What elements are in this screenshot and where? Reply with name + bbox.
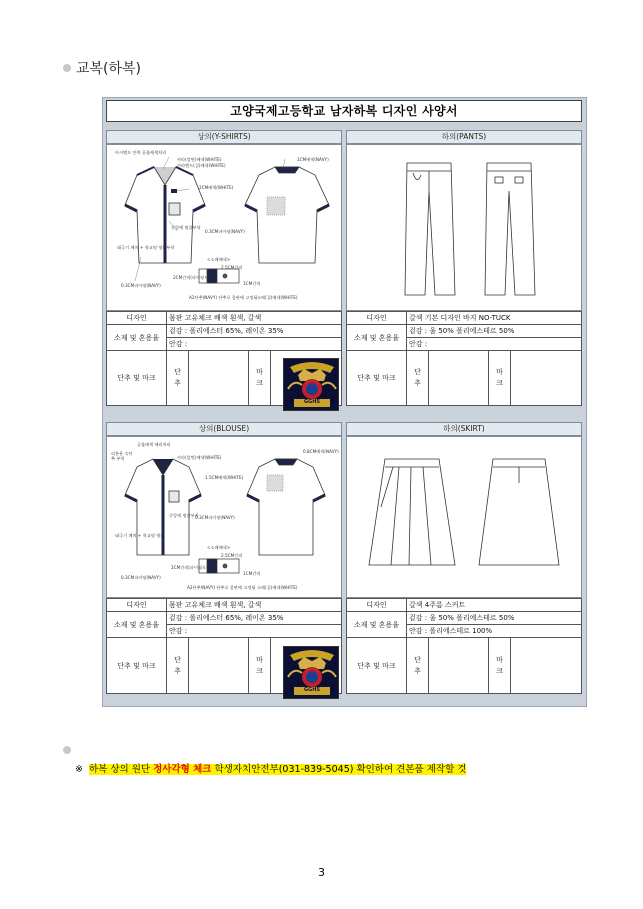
dan-char: 단 — [414, 368, 421, 376]
pants-illustration — [346, 144, 582, 311]
shirt-callout: A2단추(NAVY) 단추로 몸판에 고정됨 — [189, 295, 258, 300]
outer-fabric: 겉감 : 폴리에스터 65%, 레이온 35% — [167, 325, 342, 338]
blouse-callout: 공울배색 헤리처리 — [137, 442, 171, 447]
notice-emphasis: 정사각형 체크 — [153, 764, 212, 775]
design-label: 디자인 — [347, 599, 407, 612]
shirt-callout: 1CM배색(NAVY) — [297, 157, 329, 162]
reference-mark: ※ — [75, 764, 83, 775]
button-cell — [189, 638, 249, 694]
blouse-callout: 카라(앞면)배색(WHITE) — [177, 455, 222, 460]
mark-cell — [511, 351, 582, 406]
outer-fabric: 겉감 : 울 50% 폴리에스테르 50% — [407, 325, 582, 338]
design-value: 몸판 고유체크 배색 흰색, 갈색 — [167, 312, 342, 325]
emblem-text: GGHS — [304, 687, 320, 693]
pants-spec-table — [346, 311, 582, 406]
design-value: 몸판 고유체크 배색 흰색, 갈색 — [167, 599, 342, 612]
shirt-callout: 카라밴드(겉)배색(WHITE) — [177, 163, 226, 168]
shirt-callout: 아시밴드 안쪽 골울배색처리 — [115, 150, 167, 155]
shirt-callout: 2CM간격(파이핑제외) — [173, 275, 214, 280]
material-label: 소재 및 혼용율 — [107, 325, 167, 351]
button-cell — [429, 638, 489, 694]
dan-char: 단 — [174, 655, 181, 664]
blouse-callout: 태극기 패치 + 학교명 영문 — [115, 533, 165, 538]
button-cell — [189, 351, 249, 406]
notice-bullet — [63, 746, 71, 754]
blouse-callout: 1CM간격 — [243, 571, 261, 576]
shirt-callout: 카라(앞면)배색(WHITE) — [177, 157, 222, 162]
blouse-callout: 소매(겉)배색(WHITE) — [257, 585, 298, 590]
shirt-illustration — [106, 144, 342, 311]
chu-char: 추 — [174, 666, 181, 675]
shirt-header: 상의(Y-SHIRTS) — [106, 130, 342, 144]
shirt-callout: 소매(겉)배색(WHITE) — [257, 295, 298, 300]
blouse-callout: 0.8CM배색(NAVY) — [303, 449, 339, 454]
chu-char: 추 — [414, 666, 421, 675]
design-value: 갈색 4주름 스커트 — [407, 599, 582, 612]
notice-line — [75, 761, 466, 775]
ma-char: 마 — [256, 655, 263, 664]
skirt-illustration — [346, 436, 582, 598]
shirt-callout: 0.3CM파이핑(NAVY) — [205, 229, 245, 234]
emblem-text: GGHS — [304, 399, 320, 405]
keu-char: 크 — [256, 666, 263, 675]
chu-char: 추 — [174, 379, 181, 387]
mark-heading — [489, 351, 511, 406]
blouse-callout: 0.3CM파이핑(NAVY) — [195, 515, 235, 520]
lining-fabric: 안감 : — [167, 625, 342, 638]
dan-char: 단 — [174, 368, 181, 376]
mark-cell — [511, 638, 582, 694]
blouse-callout: 0.3CM파이핑(NAVY) — [121, 575, 161, 580]
mark-heading — [249, 351, 271, 406]
blouse-callout: 2CM간격(파이핑포함) — [171, 565, 212, 570]
outer-fabric: 겉감 : 폴리에스터 65%, 레이온 35% — [167, 612, 342, 625]
shirt-callout: 0.3CM파이핑(NAVY) — [121, 283, 161, 288]
buttons-mark-label: 단추 및 마크 — [107, 351, 167, 406]
ma-char: 마 — [496, 655, 503, 664]
notice-text-2: 학생자치안전부(031-839-5045) 확인하여 견본품 제작할 것 — [211, 764, 467, 775]
button-cell — [429, 351, 489, 406]
blouse-header: 상의(BLOUSE) — [106, 422, 342, 436]
pants-header: 하의(PANTS) — [346, 130, 582, 144]
lining-fabric: 안감 : — [167, 338, 342, 351]
design-label: 디자인 — [347, 312, 407, 325]
material-label: 소재 및 혼용율 — [347, 612, 407, 638]
dan-char: 단 — [414, 655, 421, 664]
ma-char: 마 — [256, 368, 263, 376]
buttons-mark-label: 단추 및 마크 — [347, 638, 407, 694]
blouse-callout: 리본용 속단추 부착 — [111, 451, 133, 461]
button-heading — [407, 351, 429, 406]
button-heading — [407, 638, 429, 694]
shirt-callout: 1CM간격 — [243, 281, 261, 286]
keu-char: 크 — [496, 666, 503, 675]
shirt-callout: 태극기 패치 + 학교명 영문부착 — [117, 245, 175, 250]
spec-title: 고양국제고등학교 남자하복 디자인 사양서 — [106, 100, 582, 122]
keu-char: 크 — [496, 379, 503, 387]
keu-char: 크 — [256, 379, 263, 387]
blouse-callout: <소매배색> — [207, 545, 231, 550]
blouse-callout: 2.5CM간격 — [221, 553, 243, 558]
material-label: 소재 및 혼용율 — [107, 612, 167, 638]
mark-heading — [249, 638, 271, 694]
skirt-spec-table — [346, 598, 582, 694]
material-label: 소재 및 혼용율 — [347, 325, 407, 351]
shirt-callout: 중앙에 명찰부착 — [171, 225, 201, 230]
button-heading — [167, 638, 189, 694]
design-label: 디자인 — [107, 312, 167, 325]
blouse-callout: 1.5CM배색(WHITE) — [205, 475, 244, 480]
buttons-mark-label: 단추 및 마크 — [107, 638, 167, 694]
buttons-mark-label: 단추 및 마크 — [347, 351, 407, 406]
blouse-callout: A2단추(NAVY) 단추로 몸판에 고정됨 — [187, 585, 256, 590]
mark-heading — [489, 638, 511, 694]
section-title: 교복(하복) — [76, 61, 142, 77]
shirt-callout: <소매배색> — [207, 257, 231, 262]
blouse-callout: 중앙에 명찰부착 — [169, 513, 199, 518]
shirt-callout: 2CM배색(WHITE) — [199, 185, 234, 190]
section-bullet — [63, 64, 71, 72]
ma-char: 마 — [496, 368, 503, 376]
outer-fabric: 겉감 : 울 50% 폴리에스테르 50% — [407, 612, 582, 625]
lining-fabric: 안감 : 폴리에스테르 100% — [407, 625, 582, 638]
shirt-callout: 2.5CM간격 — [221, 265, 243, 270]
design-value: 갈색 기본 디자인 바지 NO-TUCK — [407, 312, 582, 325]
school-emblem — [283, 358, 339, 411]
notice-text-1: 하복 상의 원단 — [88, 764, 154, 775]
blouse-illustration — [106, 436, 342, 598]
lining-fabric: 안감 : — [407, 338, 582, 351]
design-label: 디자인 — [107, 599, 167, 612]
chu-char: 추 — [414, 379, 421, 387]
school-emblem — [283, 646, 339, 699]
skirt-header: 하의(SKIRT) — [346, 422, 582, 436]
button-heading — [167, 351, 189, 406]
page-number: 3 — [318, 866, 325, 879]
